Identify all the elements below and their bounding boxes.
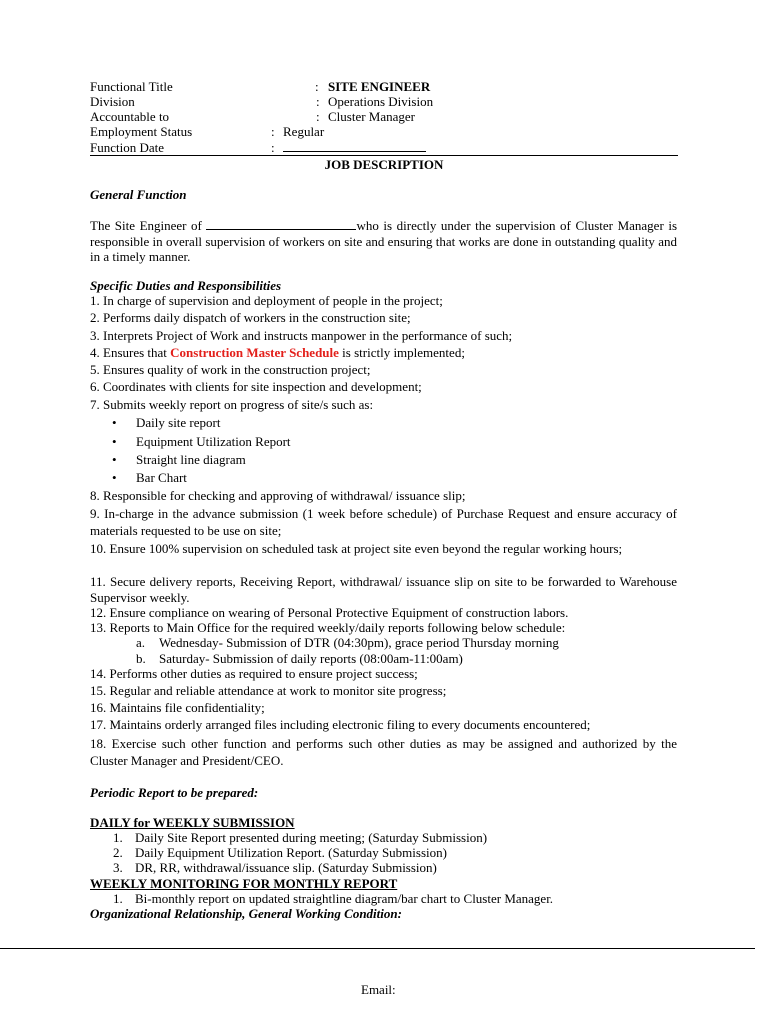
division-value: Operations Division xyxy=(328,94,434,109)
duty-8: 8. Responsible for checking and approving of withdrawal/ issuance slip; xyxy=(90,488,466,503)
accountable-label: Accountable to xyxy=(90,109,170,124)
accountable-colon: : xyxy=(316,109,320,124)
periodic-report-heading: Periodic Report to be prepared: xyxy=(90,785,259,800)
duty-16: 16. Maintains file confidentiality; xyxy=(90,700,265,715)
employment-status-colon: : xyxy=(271,124,275,139)
bullet-icon: • xyxy=(112,434,117,449)
schedule-item-mark: b. xyxy=(136,651,146,666)
function-date-blank xyxy=(283,140,426,152)
duty-4-post: is strictly implemented; xyxy=(342,345,465,360)
duty-10: 10. Ensure 100% supervision on scheduled task at project site even beyond the regular working hours; xyxy=(90,541,623,556)
duty-1: 1. In charge of supervision and deployment of people in the project; xyxy=(90,293,443,308)
daily-item-mark: 1. xyxy=(113,830,123,845)
division-colon: : xyxy=(316,94,320,109)
construction-master-schedule-highlight: Construction Master Schedule xyxy=(170,345,339,360)
functional-title-label: Functional Title xyxy=(90,79,173,94)
bullet-icon: • xyxy=(112,415,117,430)
daily-item-2: Daily Equipment Utilization Report. (Saturday Submission) xyxy=(135,845,447,860)
daily-item-mark: 2. xyxy=(113,845,123,860)
duty-5: 5. Ensures quality of work in the construction project; xyxy=(90,362,371,377)
duty-17: 17. Maintains orderly arranged files including electronic filing to every documents encountered; xyxy=(90,717,591,732)
duty-9: 9. In-charge in the advance submission (1 week before schedule) of Purchase Request and ensure accuracy of materials requested to be use on site; xyxy=(90,506,677,538)
duty-2: 2. Performs daily dispatch of workers in the construction site; xyxy=(90,310,411,325)
weekly-item-mark: 1. xyxy=(113,891,123,906)
general-function-text xyxy=(90,218,677,265)
duty-4 xyxy=(90,345,465,360)
report-item-2: Equipment Utilization Report xyxy=(136,434,291,449)
duty-3: 3. Interprets Project of Work and instructs manpower in the performance of such; xyxy=(90,328,513,343)
weekly-item-1: Bi-monthly report on updated straightline diagram/bar chart to Cluster Manager. xyxy=(135,891,554,906)
schedule-item-1: Wednesday- Submission of DTR (04:30pm), grace period Thursday morning xyxy=(159,635,559,650)
daily-submission-heading: DAILY for WEEKLY SUBMISSION xyxy=(90,815,295,830)
employment-status-value: Regular xyxy=(283,124,325,139)
weekly-monitoring-heading: WEEKLY MONITORING FOR MONTHLY REPORT xyxy=(90,876,398,891)
general-text-after: who is directly under the supervision of Cluster Manager is responsible in overall supervision of workers on site and ensuring that works are done in outstanding quality and in a timely manner. xyxy=(90,218,678,264)
general-function-heading: General Function xyxy=(90,187,187,202)
report-item-3: Straight line diagram xyxy=(136,452,246,467)
org-relationship-heading: Organizational Relationship, General Working Condition: xyxy=(90,906,402,921)
employment-status-label: Employment Status xyxy=(90,124,193,139)
report-item-4: Bar Chart xyxy=(136,470,187,485)
site-engineer-name-blank xyxy=(206,218,356,230)
doc-title: JOB DESCRIPTION xyxy=(324,157,444,172)
function-date-label: Function Date xyxy=(90,140,165,155)
duty-11: 11. Secure delivery reports, Receiving Report, withdrawal/ issuance slip on site to be forwarded to Warehouse Supervisor weekly. xyxy=(90,574,677,605)
duty-7: 7. Submits weekly report on progress of site/s such as: xyxy=(90,397,374,412)
function-date-colon: : xyxy=(271,140,275,155)
duty-14: 14. Performs other duties as required to ensure project success; xyxy=(90,666,418,681)
accountable-value: Cluster Manager xyxy=(328,109,416,124)
duty-6: 6. Coordinates with clients for site inspection and development; xyxy=(90,379,422,394)
schedule-item-mark: a. xyxy=(136,635,146,650)
daily-item-3: DR, RR, withdrawal/issuance slip. (Saturday Submission) xyxy=(135,860,437,875)
header-rule xyxy=(90,155,678,156)
functional-title-value: SITE ENGINEER xyxy=(328,79,431,94)
duty-18: 18. Exercise such other function and performs such other duties as may be assigned and authorized by the Cluster Manager and President/CEO. xyxy=(90,736,677,768)
bullet-icon: • xyxy=(112,470,117,485)
general-text-before: The Site Engineer of xyxy=(90,218,202,233)
email-label: Email: xyxy=(361,982,396,997)
duty-15: 15. Regular and reliable attendance at work to monitor site progress; xyxy=(90,683,447,698)
duty-12: 12. Ensure compliance on wearing of Personal Protective Equipment of construction labors. xyxy=(90,605,569,620)
division-label: Division xyxy=(90,94,135,109)
duty-4-pre: 4. Ensures that xyxy=(90,345,167,360)
footer-rule xyxy=(0,948,755,949)
daily-item-mark: 3. xyxy=(113,860,123,875)
functional-title-colon: : xyxy=(315,79,319,94)
bullet-icon: • xyxy=(112,452,117,467)
daily-item-1: Daily Site Report presented during meeting; (Saturday Submission) xyxy=(135,830,488,845)
duties-heading: Specific Duties and Responsibilities xyxy=(90,278,282,293)
schedule-item-2: Saturday- Submission of daily reports (08:00am-11:00am) xyxy=(159,651,463,666)
duty-13: 13. Reports to Main Office for the required weekly/daily reports following below schedule: xyxy=(90,620,566,635)
report-item-1: Daily site report xyxy=(136,415,221,430)
